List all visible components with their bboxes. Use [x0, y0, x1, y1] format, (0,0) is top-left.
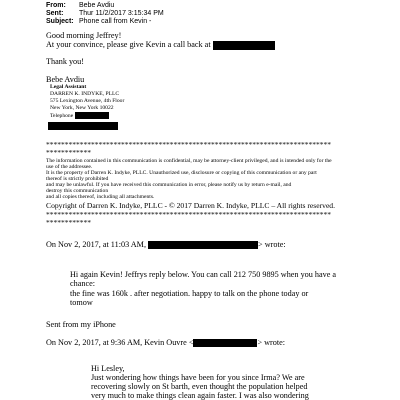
disclaimer-line: thereof is strictly prohibited [46, 176, 109, 182]
reply2-intro [46, 338, 285, 347]
disclaimer-line: use of the addressee. [46, 164, 93, 170]
signature-telephone [50, 112, 109, 119]
signature-firm: DARREN K. INDYKE, PLLC [50, 91, 120, 97]
redaction-block [193, 339, 257, 347]
reply2-intro-suffix: > wrote: [257, 338, 286, 347]
disclaimer-line: The information contained in this communication is confidential, may be attorney-client privileged, and is intended only for the [46, 158, 332, 164]
reply2-line: Hi Lesley, [91, 364, 125, 373]
disclaimer-line: It is the property of Darren K. Indyke, PLLC. Unauthorized use, disclosure or copying of this communication or any part [46, 170, 317, 176]
redaction-block [75, 112, 109, 119]
disclaimer-stars: **************************************************************************** [46, 140, 331, 149]
signature-address2: New York, New York 10022 [50, 105, 114, 111]
redaction-block [148, 241, 258, 249]
thanks: Thank you! [46, 57, 84, 66]
from-label: From: [46, 2, 66, 9]
subject-label: Subject: [46, 18, 74, 25]
disclaimer-stars-cont: ************ [46, 218, 91, 227]
signature-name: Bebe Avdiu [46, 75, 85, 84]
disclaimer-line: and all copies thereof, including all attachments. [46, 194, 155, 200]
telephone-label: Telephone [50, 112, 75, 119]
greeting: Good morning Jeffrey! [46, 31, 122, 40]
disclaimer-line: and may be unlawful. If you have received this communication in error, please notify us by return e-mail, and [46, 182, 292, 188]
reply1-line: the fine was 160k . after negotiation. happy to talk on the phone today or [70, 289, 309, 298]
signature-address1: 575 Lexington Avenue, 4th Floor [50, 98, 125, 104]
redaction-block [48, 122, 118, 130]
reply1-intro-prefix: On Nov 2, 2017, at 11:03 AM, [46, 240, 149, 249]
reply2-line: Just wondering how things have been for you since Irma? We are [91, 373, 305, 382]
from-value: Bebe Avdiu [79, 2, 115, 9]
sent-row [46, 10, 164, 18]
reply2-line: very much to make things clean again faster. I was also wondering [91, 391, 309, 400]
reply1-line: Hi again Kevin! Jeffrys reply below. You can call 212 750 9895 when you have a [70, 270, 337, 279]
subject-row [46, 18, 151, 26]
reply1-line: chance: [70, 279, 95, 288]
sent-label: Sent: [46, 10, 64, 17]
subject-value: Phone call from Kevin - [79, 18, 152, 25]
reply1-line: tomow [70, 298, 93, 307]
from-row [46, 2, 114, 10]
signature-title: Legal Assistant [50, 84, 87, 90]
sent-from: Sent from my iPhone [46, 320, 116, 329]
disclaimer-line: destroy this communication [46, 188, 109, 194]
reply1-intro [46, 240, 286, 249]
disclaimer-stars-cont: ************ [46, 148, 91, 157]
copyright: Copyright of Darren K. Indyke, PLLC - © 2017 Darren K. Indyke, PLLC – All rights reserved. [46, 201, 336, 210]
body-text: At your convince, please give Kevin a call back at [46, 40, 213, 49]
redaction-block [213, 41, 275, 50]
sent-value: Thur 11/2/2017 3:15:34 PM [79, 10, 164, 17]
reply2-intro-prefix: On Nov 2, 2017, at 9:36 AM, Kevin Ouvre < [46, 338, 194, 347]
body-line [46, 40, 275, 50]
reply2-line: recovering slowly on St barth, even thought the population helped [91, 382, 308, 391]
reply1-intro-suffix: > wrote: [258, 240, 286, 249]
disclaimer-stars: **************************************************************************** [46, 210, 331, 219]
